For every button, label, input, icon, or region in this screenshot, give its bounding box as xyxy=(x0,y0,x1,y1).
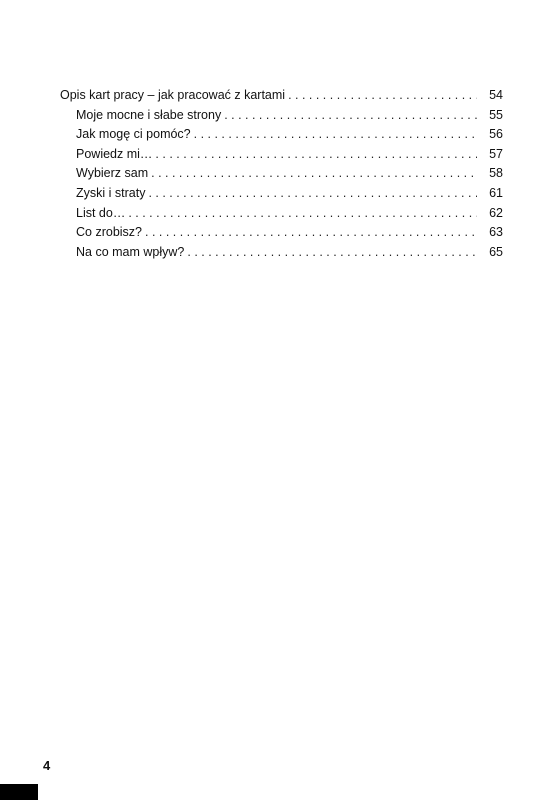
toc-leader-dots xyxy=(194,125,477,145)
toc-entry-page: 62 xyxy=(489,205,503,220)
page-corner-bar xyxy=(0,784,38,800)
toc-leader-dots xyxy=(151,164,477,184)
page-number: 4 xyxy=(43,758,51,773)
toc-entry-title: Na co mam wpływ? xyxy=(76,244,185,259)
toc-entry[interactable] xyxy=(60,184,503,204)
toc-entry[interactable] xyxy=(60,204,503,224)
toc-entry-title: List do… xyxy=(76,205,126,220)
toc-entry-page: 56 xyxy=(489,127,503,142)
toc-entry-page: 61 xyxy=(489,185,503,200)
toc-entry-title: Jak mogę ci pomóc? xyxy=(76,127,191,142)
toc-entry-title: Moje mocne i słabe strony xyxy=(76,107,222,122)
toc-leader-dots xyxy=(224,106,477,126)
toc-entry-page: 65 xyxy=(489,244,503,259)
toc-entry-page: 55 xyxy=(489,107,503,122)
toc-entry[interactable] xyxy=(60,145,503,165)
toc-leader-dots xyxy=(128,204,477,224)
toc-leader-dots xyxy=(155,145,477,165)
toc-leader-dots xyxy=(145,223,477,243)
toc-entry-title: Wybierz sam xyxy=(76,166,149,181)
toc-entry-title: Opis kart pracy – jak pracować z kartami xyxy=(60,88,286,102)
toc-entry-title: Powiedz mi… xyxy=(76,146,153,161)
table-of-contents xyxy=(60,86,503,262)
toc-entry-page: 63 xyxy=(489,225,503,240)
toc-entry[interactable] xyxy=(60,223,503,243)
toc-entry-title: Co zrobisz? xyxy=(76,225,142,240)
toc-entry[interactable] xyxy=(60,243,503,263)
toc-entry-title: Zyski i straty xyxy=(76,185,146,200)
toc-leader-dots xyxy=(148,184,477,204)
toc-entry[interactable] xyxy=(60,164,503,184)
toc-leader-dots xyxy=(288,86,477,106)
toc-entry-page: 57 xyxy=(489,146,503,161)
toc-entry[interactable] xyxy=(60,106,503,126)
toc-leader-dots xyxy=(187,243,477,263)
toc-entry-page: 58 xyxy=(489,166,503,181)
toc-entry-page: 54 xyxy=(489,88,503,102)
toc-entry[interactable] xyxy=(60,86,503,106)
toc-entry[interactable] xyxy=(60,125,503,145)
